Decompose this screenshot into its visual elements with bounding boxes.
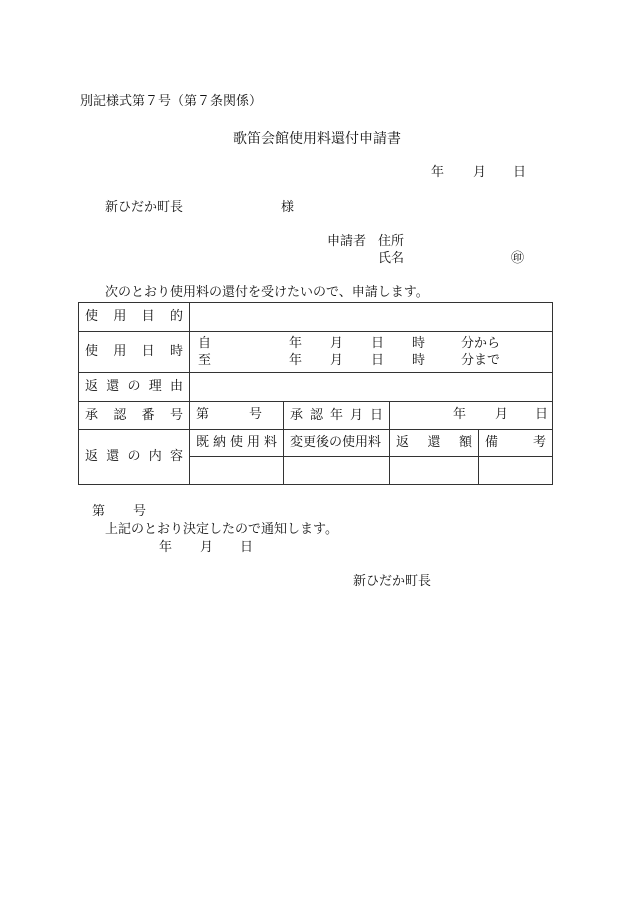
form-reference: 別記様式第７号（第７条関係） [80,94,263,109]
from-year: 年 [289,336,303,351]
col-paid-fee: 既納使用料 [190,430,284,457]
approval-go: 号 [249,407,263,422]
approval-date-label: 承認年月日 [284,402,390,430]
document-title: 歌笛会館使用料還付申請書 [233,131,401,147]
content-label: 返還の内容 [79,430,190,485]
date-year-label: 年 [431,165,445,180]
date-day-label: 日 [513,165,527,180]
to-mark: 至 [198,353,212,368]
row-approval [79,402,553,430]
address-label: 住所 [378,234,405,249]
col-fee-after-change: 変更後の使用料 [284,430,390,457]
footer-year: 年 [159,540,173,555]
row-purpose [79,303,553,332]
to-month: 月 [330,353,344,368]
remarks-field[interactable] [479,457,553,485]
to-day: 日 [371,353,385,368]
approval-month: 月 [495,407,509,422]
row-reason [79,373,553,402]
from-minute: 分から [461,336,501,351]
to-hour: 時 [412,353,426,368]
refund-form-table [78,302,553,485]
col-refund-amount: 返還額 [390,430,479,457]
period-label: 使用日時 [79,332,190,373]
addressee: 新ひだか町長 [105,200,184,215]
to-minute: 分まで [461,353,501,368]
reason-label: 返還の理由 [79,373,190,402]
reason-field[interactable] [190,373,553,402]
from-day: 日 [371,336,385,351]
approval-dai: 第 [196,407,210,422]
date-month-label: 月 [473,165,487,180]
row-content-header [79,430,553,457]
footer-dai: 第 [92,504,106,519]
approval-number-label: 承認番号 [79,402,190,430]
issuer: 新ひだか町長 [353,574,432,589]
period-field[interactable] [190,332,553,373]
approval-number-field[interactable] [190,402,284,430]
row-period [79,332,553,373]
col-remarks: 備考 [479,430,553,457]
honorific: 様 [281,200,295,215]
from-month: 月 [330,336,344,351]
seal-mark: ㊞ [511,251,525,266]
intro-text: 次のとおり使用料の還付を受けたいので、申請します。 [105,285,429,300]
purpose-label: 使用目的 [79,303,190,332]
from-hour: 時 [412,336,426,351]
approval-day: 日 [535,407,549,422]
paid-fee-field[interactable] [190,457,284,485]
footer-go: 号 [133,504,147,519]
applicant-label: 申請者 [327,234,367,249]
name-label: 氏名 [378,251,405,266]
refund-amount-field[interactable] [390,457,479,485]
purpose-field[interactable] [190,303,553,332]
to-year: 年 [289,353,303,368]
approval-year: 年 [453,407,467,422]
footer-month: 月 [200,540,214,555]
footer-day: 日 [240,540,254,555]
approval-date-field[interactable] [390,402,553,430]
notice-text: 上記のとおり決定したので通知します。 [105,522,338,537]
from-mark: 自 [198,336,212,351]
fee-after-change-field[interactable] [284,457,390,485]
